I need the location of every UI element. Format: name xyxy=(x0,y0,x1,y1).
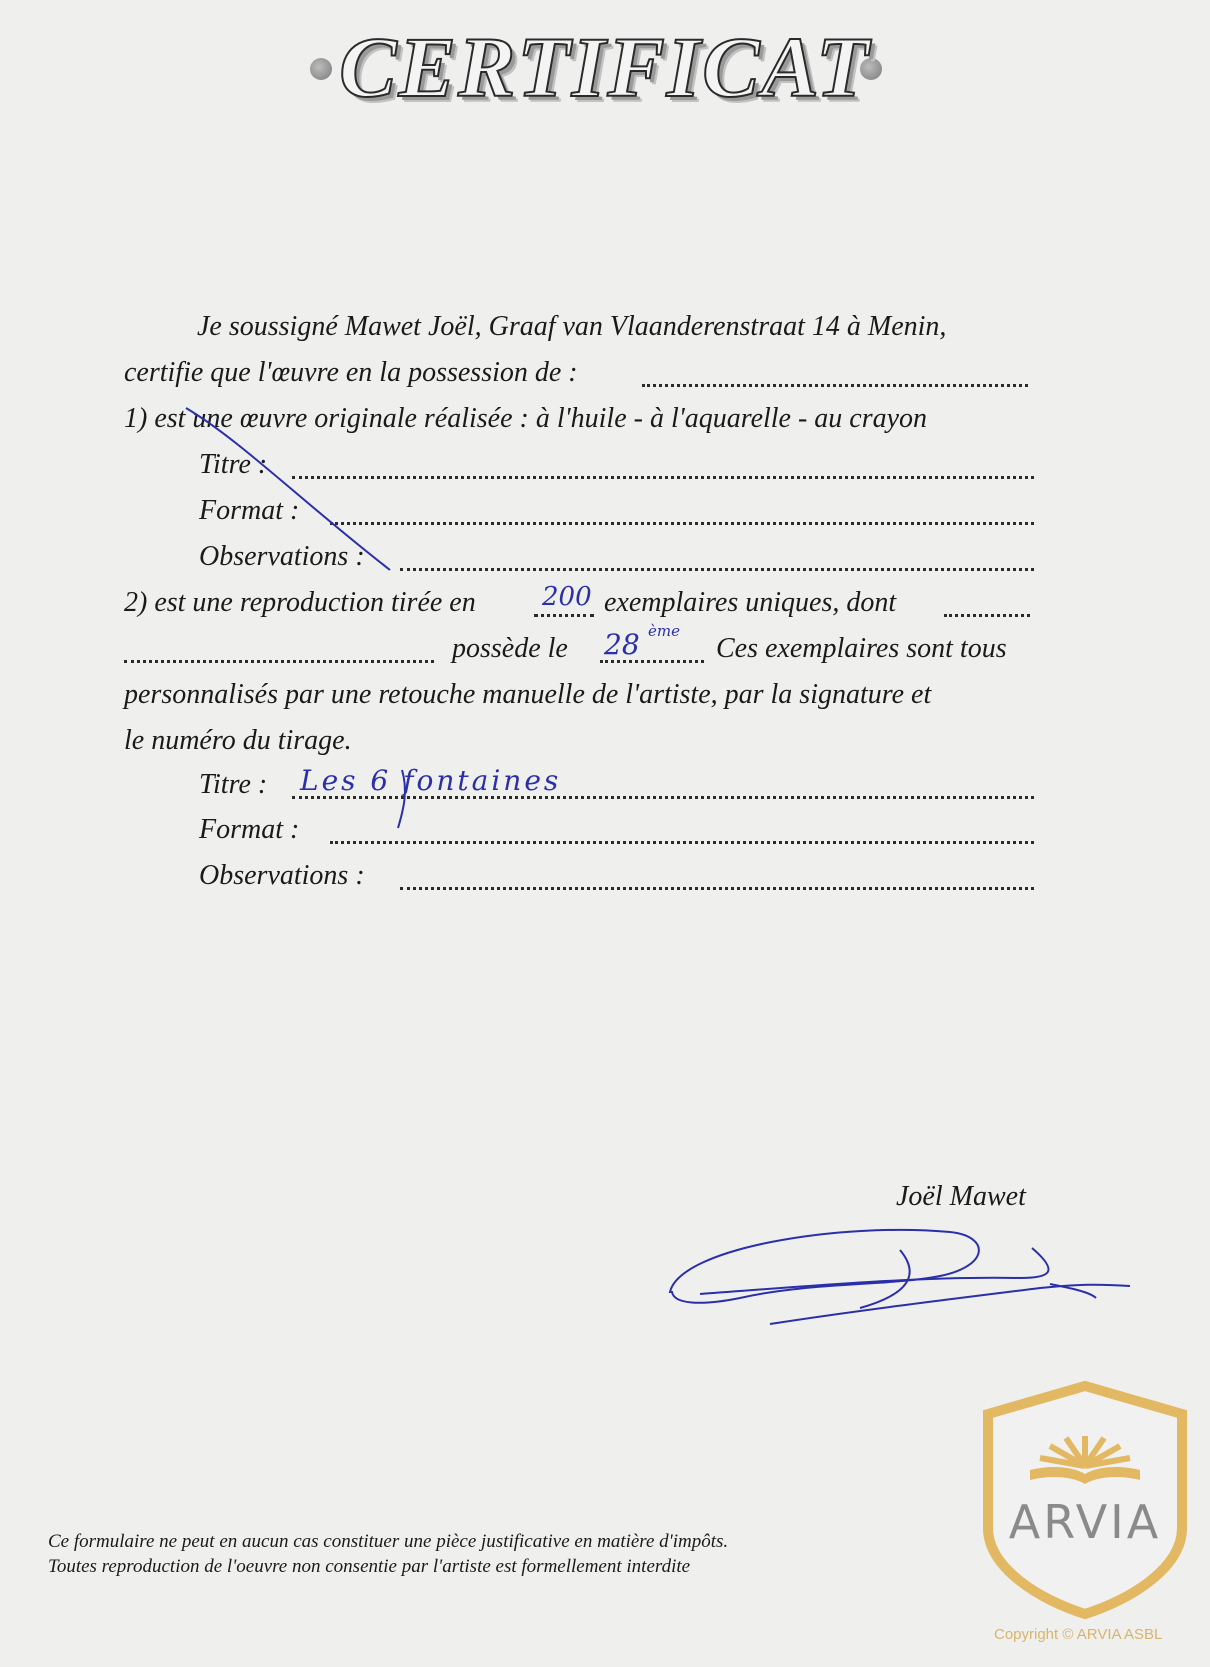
rank-suffix-handwritten: ème xyxy=(648,622,680,640)
item-2-possede: possède le xyxy=(452,633,568,664)
signature-scribble xyxy=(660,1218,1140,1338)
certificate-title: CERTIFICAT xyxy=(339,19,871,115)
rank-handwritten: 28 xyxy=(604,628,640,661)
format-label-2: Format : xyxy=(199,814,300,845)
item-2-copies-text: exemplaires uniques, dont xyxy=(604,587,897,618)
titre-label-2: Titre : xyxy=(199,769,268,800)
item-2-exemplaires: Ces exemplaires sont tous xyxy=(716,633,1007,664)
tirage-line: le numéro du tirage. xyxy=(124,725,352,756)
copyright-notice: Copyright © ARVIA ASBL xyxy=(994,1626,1163,1643)
title-handwritten: Les 6 fontaines xyxy=(300,764,562,797)
personalised-line: personnalisés par une retouche manuelle de l'artiste, par la signature et xyxy=(124,679,932,710)
item-2-reproduction: 2) est une reproduction tirée en xyxy=(124,587,476,618)
format-label-1: Format : xyxy=(199,495,300,526)
observations-label-1: Observations : xyxy=(199,541,365,572)
footer-disclaimer-2: Toutes reproduction de l'oeuvre non consentie par l'artiste est formellement interdite xyxy=(48,1556,691,1577)
observations-label-2: Observations : xyxy=(199,860,365,891)
arvia-shield-logo xyxy=(970,1378,1200,1628)
declaration-line-2: certifie que l'œuvre en la possession de : xyxy=(124,357,578,388)
titre-label-1: Titre : xyxy=(199,449,268,480)
declaration-line-1: Je soussigné Mawet Joël, Graaf van Vlaanderenstraat 14 à Menin, xyxy=(197,311,947,342)
arvia-logo-text: ARVIA xyxy=(1008,1495,1162,1549)
item-1-original: 1) est une œuvre originale réalisée : à l'huile - à l'aquarelle - au crayon xyxy=(124,403,928,434)
copies-handwritten: 200 xyxy=(542,582,592,612)
footer-disclaimer-1: Ce formulaire ne peut en aucun cas constituer une pièce justificative en matière d'impôts. xyxy=(48,1531,729,1552)
signatory-name: Joël Mawet xyxy=(896,1181,1026,1212)
